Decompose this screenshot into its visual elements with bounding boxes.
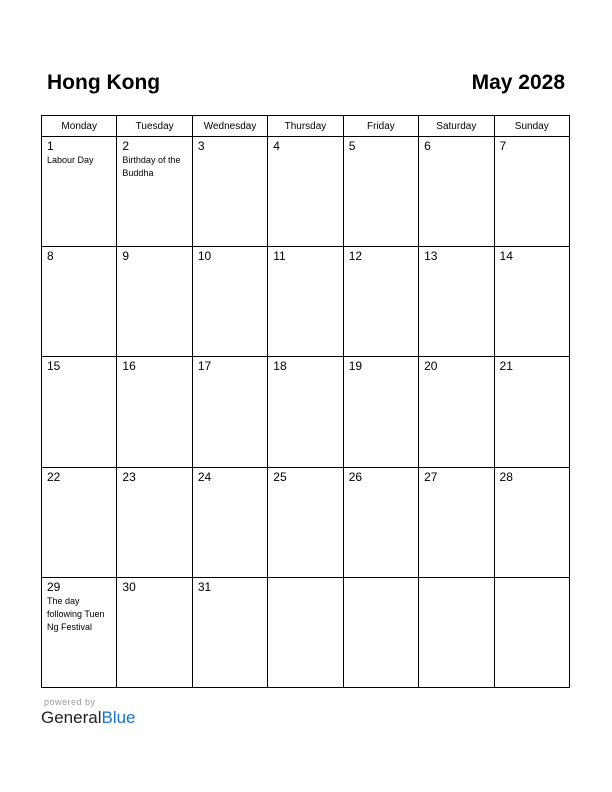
day-cell — [494, 577, 569, 687]
week-row — [42, 137, 570, 247]
day-number: 19 — [348, 359, 363, 374]
day-cell — [42, 247, 117, 357]
day-number: 14 — [499, 249, 513, 264]
day-number: 2 — [122, 139, 130, 153]
brand-footer — [41, 697, 136, 728]
day-number: 27 — [424, 469, 438, 484]
day-number: 30 — [122, 579, 136, 594]
day-cell — [117, 577, 192, 687]
weekday-header: Saturday — [419, 116, 494, 137]
day-cell — [192, 137, 267, 247]
day-number: 6 — [424, 139, 431, 153]
day-number: 13 — [424, 249, 438, 264]
day-number: 29 — [47, 579, 61, 594]
day-cell — [419, 247, 494, 357]
day-cell — [343, 137, 418, 247]
week-row — [42, 247, 570, 357]
day-number: 5 — [348, 139, 356, 153]
day-number: 20 — [424, 359, 438, 374]
day-number: 3 — [197, 139, 205, 153]
day-cell — [419, 137, 494, 247]
day-cell — [419, 467, 494, 577]
day-cell — [192, 357, 267, 467]
weekday-header: Tuesday — [117, 116, 192, 137]
day-cell — [343, 467, 418, 577]
day-cell — [494, 467, 569, 577]
day-number: 28 — [499, 469, 513, 484]
logo-text-blue: Blue — [101, 708, 136, 727]
day-cell — [268, 577, 343, 687]
weekday-header-row — [42, 116, 570, 137]
week-row — [42, 577, 570, 687]
weekday-header: Sunday — [494, 116, 569, 137]
weekday-header: Monday — [42, 116, 117, 137]
day-number: 31 — [197, 579, 212, 594]
day-number: 24 — [197, 469, 212, 484]
day-cell — [268, 357, 343, 467]
day-number: 25 — [273, 469, 287, 484]
day-cell — [42, 467, 117, 577]
day-cell — [494, 137, 569, 247]
day-number: 16 — [122, 359, 136, 374]
day-cell — [268, 137, 343, 247]
weekday-header: Friday — [343, 116, 418, 137]
logo-text-general: General — [41, 708, 102, 727]
calendar-month-title: May 2028 — [471, 71, 565, 94]
calendar-country-title: Hong Kong — [47, 71, 161, 94]
day-cell — [268, 467, 343, 577]
day-number: 1 — [47, 139, 54, 153]
day-number: 18 — [273, 359, 287, 374]
day-cell — [343, 357, 418, 467]
generalblue-logo[interactable] — [41, 708, 136, 728]
day-cell — [117, 137, 192, 247]
calendar-grid — [41, 115, 570, 688]
day-cell — [419, 577, 494, 687]
day-cell — [419, 357, 494, 467]
day-number: 22 — [47, 469, 61, 484]
day-cell — [42, 357, 117, 467]
day-number: 7 — [499, 139, 507, 153]
day-number: 4 — [273, 139, 280, 153]
day-cell — [268, 247, 343, 357]
day-number: 12 — [348, 249, 363, 264]
day-number: 8 — [47, 249, 54, 264]
day-number: 15 — [47, 359, 61, 374]
powered-by-text: powered by — [44, 697, 96, 707]
day-number: 21 — [499, 359, 513, 374]
day-number: 26 — [348, 469, 363, 484]
day-number: 23 — [122, 469, 136, 484]
day-cell — [192, 577, 267, 687]
holiday-label: Labour Day — [47, 155, 94, 165]
day-cell — [343, 247, 418, 357]
day-cell — [494, 357, 569, 467]
day-number: 17 — [197, 359, 212, 374]
day-cell — [192, 467, 267, 577]
day-cell — [192, 247, 267, 357]
day-number: 9 — [122, 249, 130, 264]
week-row — [42, 467, 570, 577]
day-cell — [42, 137, 117, 247]
holiday-label: The day following Tuen Ng Festival — [47, 595, 105, 632]
weekday-header: Wednesday — [192, 116, 267, 137]
day-cell — [343, 577, 418, 687]
day-cell — [117, 247, 192, 357]
day-cell — [494, 247, 569, 357]
week-row — [42, 357, 570, 467]
day-cell — [42, 577, 117, 687]
day-cell — [117, 357, 192, 467]
day-number: 11 — [273, 249, 286, 264]
weekday-header: Thursday — [268, 116, 343, 137]
day-cell — [117, 467, 192, 577]
holiday-label: Birthday of the Buddha — [122, 155, 181, 178]
day-number: 10 — [197, 249, 212, 264]
